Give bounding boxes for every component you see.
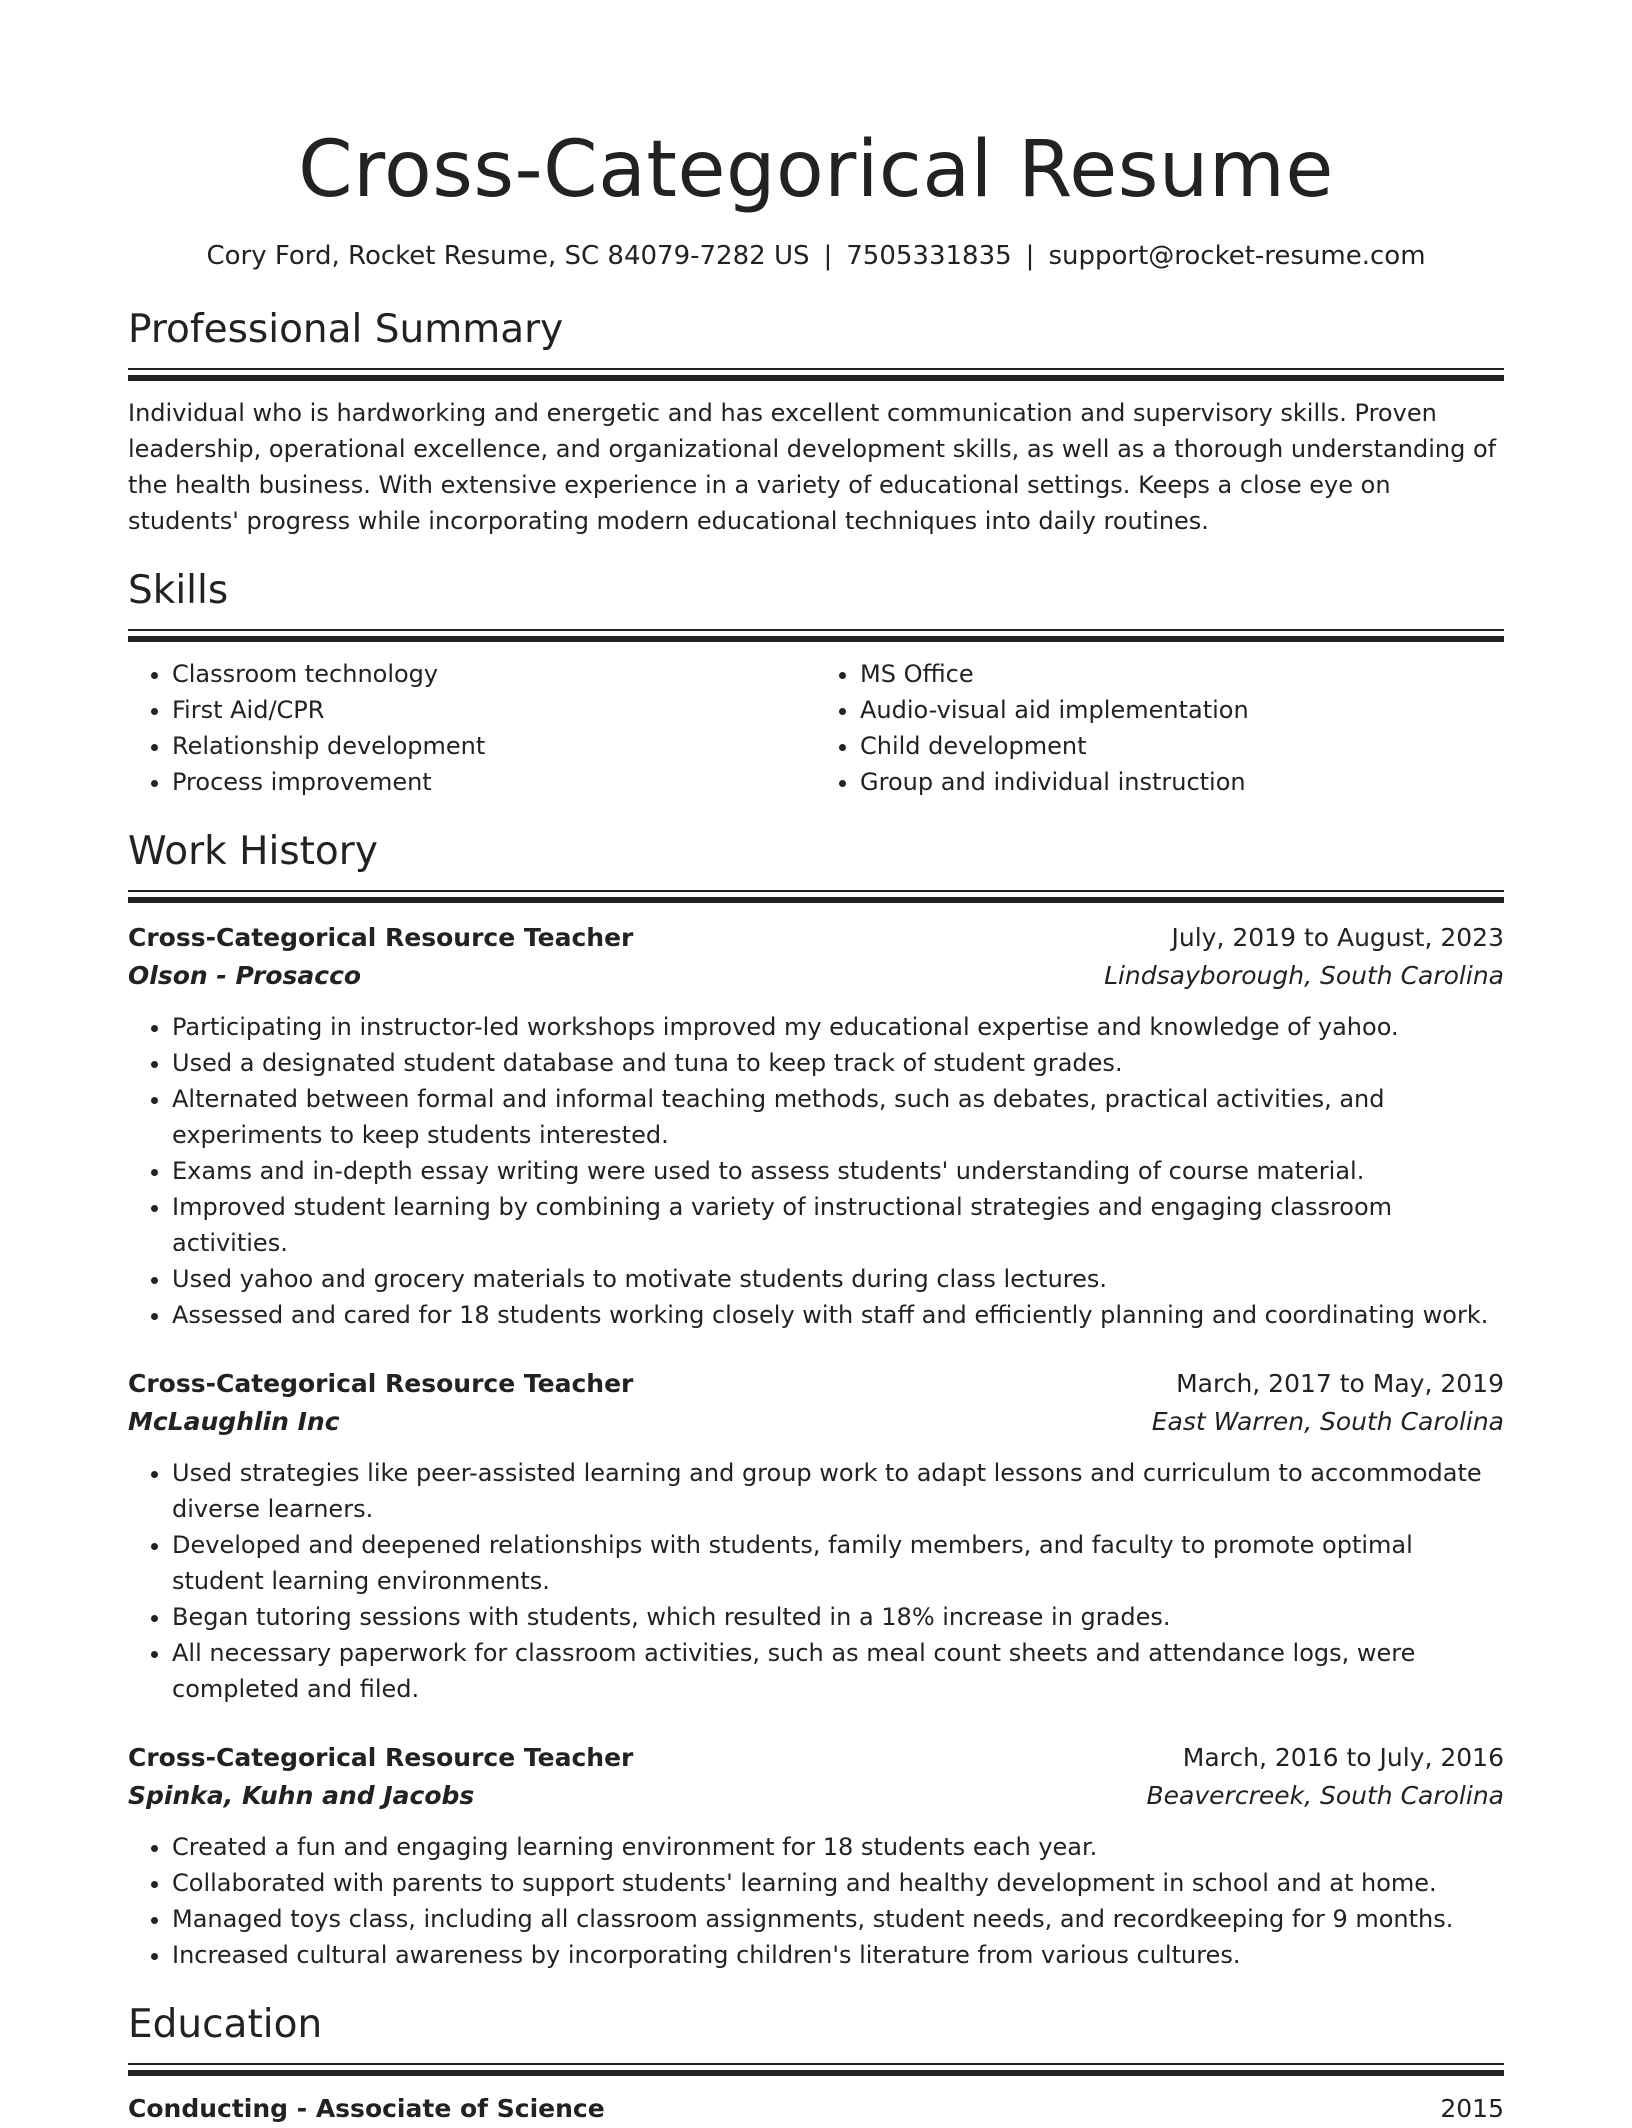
job-company: Olson - Prosacco [128,961,362,990]
section-divider [128,2063,1504,2065]
job-bullet: • Used a designated student database and tuna to keep track of student grades. [172,1045,1504,1081]
skill-item: • Group and individual instruction [860,764,1504,800]
job-bullet: • Assessed and cared for 18 students working closely with staff and efficiently planning and coordinating work. [172,1297,1504,1333]
education-degree: Conducting - Associate of Science [128,2094,605,2123]
job-company-row [128,957,1504,995]
job-title: Cross-Categorical Resource Teacher [128,1369,634,1398]
job-title: Cross-Categorical Resource Teacher [128,1743,634,1772]
job-entry [128,919,1504,1333]
skills-section [128,565,1504,800]
education-year: 2015 [1440,2094,1504,2123]
job-bullet: • Managed toys class, including all classroom assignments, student needs, and recordkeeping for 9 months. [172,1901,1504,1937]
contact-email: support@rocket-resume.com [1048,241,1426,271]
job-bullet: • Used strategies like peer-assisted learning and group work to adapt lessons and curriculum to accommodate diverse learners. [172,1455,1504,1527]
job-header-row [128,919,1504,957]
job-bullet: • Increased cultural awareness by incorporating children's literature from various cultures. [172,1937,1504,1973]
job-header-row [128,1365,1504,1403]
job-bullet: • Developed and deepened relationships with students, family members, and faculty to promote optimal student learning environments. [172,1527,1504,1599]
education-heading: Education [128,2002,323,2047]
skills-left-list [128,656,816,800]
job-title: Cross-Categorical Resource Teacher [128,923,634,952]
skill-item: • Relationship development [172,728,816,764]
job-company-row [128,1777,1504,1815]
skill-item: • Process improvement [172,764,816,800]
education-entry [128,2090,1504,2128]
job-bullet: • Participating in instructor-led workshops improved my educational expertise and knowledge of yahoo. [172,1009,1504,1045]
resume-title: Cross-Categorical Resume [298,125,1334,215]
job-header-row [128,1739,1504,1777]
contact-address: Cory Ford, Rocket Resume, SC 84079-7282 US [206,241,810,271]
summary-heading: Professional Summary [128,307,564,352]
skill-item: • First Aid/CPR [172,692,816,728]
contact-separator: | [1025,241,1035,271]
job-bullet: • All necessary paperwork for classroom activities, such as meal count sheets and attendance logs, were completed and filed. [172,1635,1504,1707]
skill-item: • Child development [860,728,1504,764]
job-bullet: • Used yahoo and grocery materials to motivate students during class lectures. [172,1261,1504,1297]
job-bullets [128,1829,1504,1973]
skill-item: • MS Office [860,656,1504,692]
job-bullet: • Improved student learning by combining a variety of instructional strategies and engaging classroom activities. [172,1189,1504,1261]
job-company: McLaughlin Inc [128,1407,340,1436]
job-location: Beavercreek, South Carolina [1146,1781,1504,1810]
section-divider [128,890,1504,892]
contact-line [128,238,1504,274]
skills-columns [128,656,1504,800]
job-bullet: • Collaborated with parents to support students' learning and healthy development in school and at home. [172,1865,1504,1901]
summary-text: Individual who is hardworking and energetic and has excellent communication and supervisory skills. Proven leadership, operational excellence, and organizational development skills, as well as a thorough understanding of the health business. With extensive experience in a variety of educational settings. Keeps a close eye on students' progress while incorporating modern educational techniques into daily routines. [128,399,1497,535]
job-entry [128,1365,1504,1707]
skills-heading: Skills [128,568,229,613]
skill-item: • Classroom technology [172,656,816,692]
job-dates: March, 2017 to May, 2019 [1176,1369,1504,1398]
job-dates: March, 2016 to July, 2016 [1182,1743,1504,1772]
job-company: Spinka, Kuhn and Jacobs [128,1781,475,1810]
skill-item: • Audio-visual aid implementation [860,692,1504,728]
section-divider-thick [128,897,1504,903]
job-company-row [128,1403,1504,1441]
job-bullets [128,1009,1504,1333]
contact-separator: | [823,241,833,271]
job-bullets [128,1455,1504,1707]
section-divider-thick [128,636,1504,642]
section-divider [128,629,1504,631]
section-divider-thick [128,375,1504,381]
work-history-section [128,826,1504,1973]
section-divider [128,368,1504,370]
work-history-heading: Work History [128,829,378,874]
job-bullet: • Exams and in-depth essay writing were used to assess students' understanding of course material. [172,1153,1504,1189]
contact-phone: 7505331835 [846,241,1012,271]
job-dates: July, 2019 to August, 2023 [1171,923,1504,952]
skills-right-list [816,656,1504,800]
section-divider-thick [128,2070,1504,2076]
job-bullet: • Alternated between formal and informal teaching methods, such as debates, practical activities, and experiments to keep students interested. [172,1081,1504,1153]
summary-section [128,304,1504,539]
job-location: Lindsayborough, South Carolina [1104,961,1504,990]
job-bullet: • Created a fun and engaging learning environment for 18 students each year. [172,1829,1504,1865]
job-entry [128,1739,1504,1973]
job-location: East Warren, South Carolina [1151,1407,1504,1436]
education-section [128,1999,1504,2128]
job-bullet: • Began tutoring sessions with students, which resulted in a 18% increase in grades. [172,1599,1504,1635]
